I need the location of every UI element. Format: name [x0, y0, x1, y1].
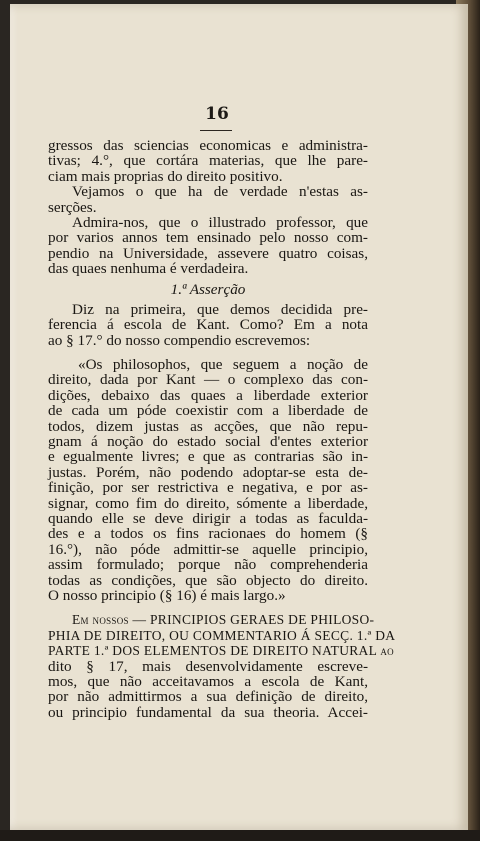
body-text	[48, 137, 396, 721]
quote-line: signar, como fim do direito, sómente a liberdade,	[48, 494, 368, 512]
quote-line: dições, debaixo das quaes a liberdade exterior	[48, 386, 368, 404]
quote-line: gnam á noção do estado social d'entes exterior	[48, 433, 368, 451]
text-line: das quaes nenhuma é verdadeira.	[48, 260, 249, 278]
text-line: gressos das sciencias economicas e administra-	[48, 137, 368, 154]
text-line: pendio na Universidade, assevere quatro coisas,	[48, 244, 368, 262]
page-bottom-edge	[0, 830, 480, 841]
quote-line: de cada um póde coexistir com a liberdade de	[48, 402, 368, 420]
text-line: Diz na primeira, que demos decidida pre-	[72, 300, 368, 318]
text-line: ferencia á escola de Kant. Como? Em a nota	[48, 316, 368, 334]
quote-line: «Os philosophos, que seguem a noção de	[78, 356, 368, 374]
text-line: PHIA DE DIREITO, OU COMMENTARIO Á SECÇ. 1.ª DA	[48, 627, 396, 643]
page-number: 16	[205, 104, 229, 124]
quote-line: direito, dada por Kant — o complexo das con-	[48, 371, 368, 389]
text-line: tivas; 4.°, que cortára materias, que lhe pare-	[48, 152, 368, 170]
text-line: ciam mais proprias do direito positivo.	[48, 167, 283, 185]
quote-line: quando elle se deve dirigir a todas as faculda-	[48, 509, 368, 527]
text-line: dito § 17, mais desenvolvidamente escreve-	[48, 657, 368, 675]
quote-line: O nosso principio (§ 16) é mais largo.»	[48, 586, 286, 604]
text-line: serções.	[48, 198, 97, 216]
text-line: mos, que não acceitavamos a escola de Kant,	[48, 672, 368, 690]
quote-line: finição, por ser restrictiva e negativa, e por as-	[48, 479, 368, 497]
quote-line: todas as condições, que são objecto do direito.	[48, 571, 368, 589]
header-rule	[200, 130, 232, 131]
text-line: ou principio fundamental da sua theoria. Accei-	[48, 703, 368, 721]
section-heading	[48, 282, 368, 297]
quote-line: 16.°), não póde admittir-se aquelle principio,	[48, 540, 368, 558]
text-line: ao § 17.° do nosso compendio escrevemos:	[48, 331, 311, 349]
section-heading-text: 1.ª Asserção	[170, 280, 246, 298]
text-line: por não admittirmos a sua definição de direito,	[48, 688, 368, 706]
quote-line: justas. Porém, não podendo adoptar-se esta de-	[48, 463, 368, 481]
text-line: PARTE 1.ª DOS ELEMENTOS DE DIREITO NATURAL ao	[48, 643, 394, 659]
text-line: Admira-nos, que o illustrado professor, que	[72, 213, 368, 231]
quote-line: todos, dizem justas as acções, que não repu-	[48, 417, 368, 435]
text-line: Em nossos — PRINCIPIOS GERAES DE PHILOSO-	[72, 612, 375, 628]
text-line: Vejamos o que ha de verdade n'estas as-	[72, 183, 368, 201]
quote-line: des e a todos os fins racionaes do homem (§	[48, 525, 368, 543]
text-line: por varios annos tem ensinado pelo nosso com-	[48, 229, 368, 247]
quote-line: e egualmente livres; e que as contrarias são in-	[48, 448, 368, 466]
quote-line: assim formulado; porque não comprehenderia	[48, 556, 368, 574]
